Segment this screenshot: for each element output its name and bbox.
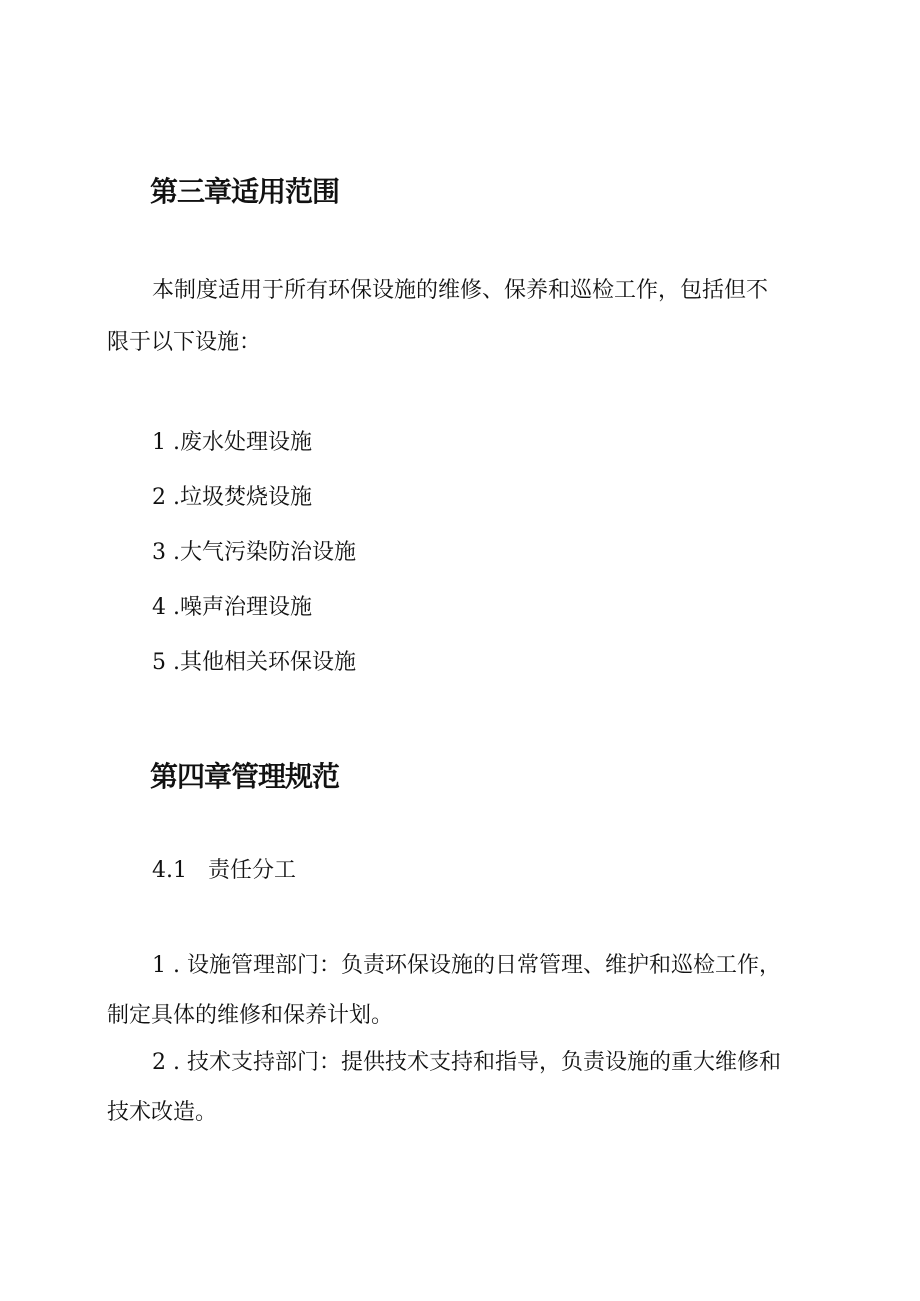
chapter-3-title: 第三章适用范围 — [150, 175, 340, 208]
chapter-3-intro-line-1: 本制度适用于所有环保设施的维修、保养和巡检工作，包括但不 — [152, 278, 769, 303]
facility-list-item: 3 .大气污染防治设施 — [152, 540, 356, 565]
duty-2-line-1: 2 . 技术支持部门：提供技术支持和指导，负责设施的重大维修和 — [152, 1050, 781, 1075]
facility-list-item: 4 .噪声治理设施 — [152, 595, 312, 620]
duty-1-line-1: 1 . 设施管理部门：负责环保设施的日常管理、维护和巡检工作， — [152, 953, 781, 978]
section-4-1-title: 4.1 责任分工 — [152, 858, 296, 883]
duty-1-line-2: 制定具体的维修和保养计划。 — [107, 1003, 394, 1028]
chapter-4-title: 第四章管理规范 — [150, 760, 340, 793]
duty-2-line-2: 技术改造。 — [107, 1100, 218, 1125]
chapter-3-intro-line-2: 限于以下设施： — [107, 330, 262, 355]
facility-list-item: 2 .垃圾焚烧设施 — [152, 485, 312, 510]
facility-list-item: 1 .废水处理设施 — [152, 430, 312, 455]
facility-list-item: 5 .其他相关环保设施 — [152, 650, 356, 675]
